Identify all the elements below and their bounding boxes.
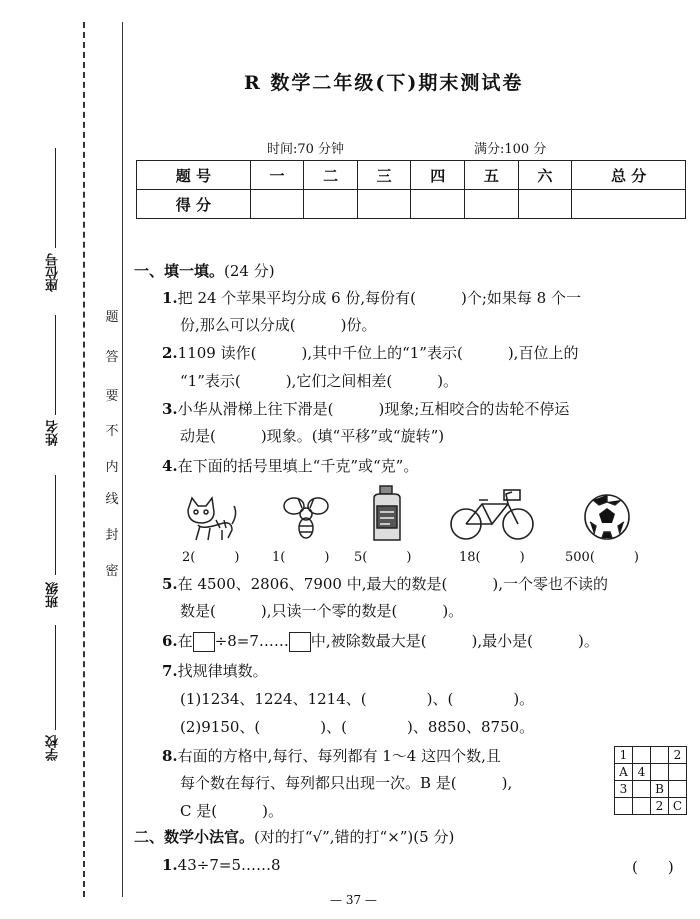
q1-text2: 份,那么可以分成( )份。: [180, 316, 377, 334]
q2-text2: “1”表示( ),它们之间相差( )。: [180, 372, 459, 390]
score-value-row: [137, 190, 686, 219]
grid-cell: [633, 747, 651, 764]
q7-text3: (2)9150、( )、( )、8850、8750。: [180, 718, 535, 736]
q1-text1: 把 24 个苹果平均分成 6 份,每份有( )个;如果每 8 个一: [177, 289, 581, 307]
q8-number: 8.: [162, 747, 178, 765]
grid-cell: [669, 781, 687, 798]
score-cell[interactable]: [572, 190, 686, 219]
number-grid: [614, 746, 687, 815]
grid-cell: [633, 781, 651, 798]
grid-cell: 2: [651, 798, 669, 815]
score-cell[interactable]: [250, 190, 304, 219]
score-cell[interactable]: [304, 190, 358, 219]
q6-line: [162, 630, 599, 652]
grid-cell: C: [669, 798, 687, 815]
score-cell[interactable]: [465, 190, 519, 219]
school-line[interactable]: [55, 625, 56, 730]
school-label: 学校: [46, 735, 61, 761]
score-cell[interactable]: [518, 190, 572, 219]
seal-char: 内: [105, 460, 119, 475]
q1-number: 1.: [162, 289, 178, 307]
q4-item-ball: 500( ): [565, 550, 639, 565]
grid-cell: 1: [615, 747, 633, 764]
q4-item-oil: 5( ): [354, 550, 412, 565]
grid-cell: [615, 798, 633, 815]
score-header-row: [137, 161, 686, 190]
binding-line: [122, 22, 123, 897]
q6-text-c: 中,被除数最大是( ),最小是( )。: [310, 632, 599, 650]
q6-text-a: 在: [177, 632, 193, 650]
seal-char: 要: [105, 389, 119, 404]
score-header-cell: 一: [250, 161, 304, 190]
grid-cell: [651, 747, 669, 764]
q4-number: 4.: [162, 457, 178, 475]
grid-cell: B: [651, 781, 669, 798]
grid-cell: A: [615, 764, 633, 781]
bicycle-picture: [446, 488, 538, 542]
q4-item-bee: 1( ): [272, 550, 330, 565]
score-cell[interactable]: [357, 190, 411, 219]
q4-item-bicycle: 18( ): [459, 550, 525, 565]
grid-cell: 4: [633, 764, 651, 781]
q2-number: 2.: [162, 344, 178, 362]
s2-q1-number: 1.: [162, 856, 178, 874]
q6-number: 6.: [162, 632, 178, 650]
score-header-cell: 四: [411, 161, 465, 190]
s2-q1-text: 43÷7=5……8: [177, 856, 281, 874]
q4-line1: [162, 455, 418, 476]
seat-number-line[interactable]: [55, 148, 56, 248]
q3-number: 3.: [162, 400, 178, 418]
s2-q1-answer[interactable]: ( ): [632, 858, 674, 876]
full-score: 满分:100 分: [474, 142, 547, 157]
q4-item-cat: 2( ): [182, 550, 240, 565]
q1-line1: [162, 287, 581, 308]
q5-text1: 在 4500、2806、7900 中,最大的数是( ),一个零也不读的: [177, 575, 608, 593]
score-table: [136, 160, 686, 219]
q2-text1: 1109 读作( ),其中千位上的“1”表示( ),百位上的: [177, 344, 579, 362]
exam-time: 时间:70 分钟: [267, 142, 345, 157]
section1-points: (24 分): [224, 262, 275, 280]
s2-q1-line: [162, 856, 281, 874]
score-row-label: 得 分: [137, 190, 251, 219]
q5-text2: 数是( ),只读一个零的数是( )。: [180, 602, 464, 620]
class-label: 班级: [46, 582, 61, 608]
grid-cell: 3: [615, 781, 633, 798]
cut-dashed-line: [83, 22, 85, 897]
score-header-cell: 题 号: [137, 161, 251, 190]
section2-instruction: (对的打“√”,错的打“×”)(5 分): [254, 828, 455, 846]
grid-row: [615, 747, 687, 764]
name-label: 姓名: [46, 420, 61, 446]
seal-char: 题: [105, 310, 119, 325]
section1-title: 一、填一填。: [134, 262, 225, 280]
class-line[interactable]: [55, 475, 56, 575]
section1-heading: [134, 260, 275, 281]
grid-cell: [651, 764, 669, 781]
grid-cell: [633, 798, 651, 815]
grid-row: [615, 798, 687, 815]
soccer-ball-picture: [582, 492, 632, 542]
q5-number: 5.: [162, 575, 178, 593]
seat-number-label: 座位号: [46, 253, 61, 292]
dividend-box: [193, 632, 215, 652]
q6-text-b: ÷8=7……: [214, 632, 289, 650]
q8-text1: 右面的方格中,每行、每列都有 1～4 这四个数,且: [177, 747, 501, 765]
q7-text2: (1)1234、1224、1214、( )、( )。: [180, 690, 535, 708]
q7-number: 7.: [162, 662, 178, 680]
seal-char: 答: [105, 350, 119, 365]
q3-text1: 小华从滑梯上往下滑是( )现象;互相咬合的齿轮不停运: [177, 400, 570, 418]
q8-text2: 每个数在每行、每列都只出现一次。B 是( ),: [180, 774, 513, 792]
seal-char: 不: [105, 424, 119, 439]
q7-line1: [162, 660, 268, 681]
cat-picture: [180, 490, 240, 542]
score-header-cell: 总 分: [572, 161, 686, 190]
score-cell[interactable]: [411, 190, 465, 219]
q7-text1: 找规律填数。: [177, 662, 268, 680]
page-number: — 37 —: [330, 893, 377, 907]
grid-cell: [669, 764, 687, 781]
q8-text3: C 是( )。: [180, 802, 283, 820]
q3-line1: [162, 398, 569, 419]
name-line[interactable]: [55, 315, 56, 415]
q2-line1: [162, 342, 578, 363]
seal-char: 密: [105, 564, 119, 579]
remainder-box: [289, 632, 311, 652]
q3-text2: 动是( )现象。(填“平移”或“旋转”): [180, 427, 445, 445]
q8-line1: [162, 745, 501, 766]
grid-row: [615, 781, 687, 798]
grid-cell: 2: [669, 747, 687, 764]
page-title: R 数学二年级(下)期末测试卷: [244, 72, 524, 94]
q4-text1: 在下面的括号里填上“千克”或“克”。: [177, 457, 419, 475]
q5-line1: [162, 573, 608, 594]
score-header-cell: 二: [304, 161, 358, 190]
seal-char: 线: [105, 492, 119, 507]
seal-char: 封: [105, 528, 119, 543]
section2-title: 二、数学小法官。: [134, 828, 255, 846]
score-header-cell: 五: [465, 161, 519, 190]
score-header-cell: 三: [357, 161, 411, 190]
grid-row: [615, 764, 687, 781]
oil-bottle-picture: [368, 484, 406, 544]
score-header-cell: 六: [518, 161, 572, 190]
section2-heading: [134, 826, 454, 847]
bee-picture: [280, 492, 332, 540]
